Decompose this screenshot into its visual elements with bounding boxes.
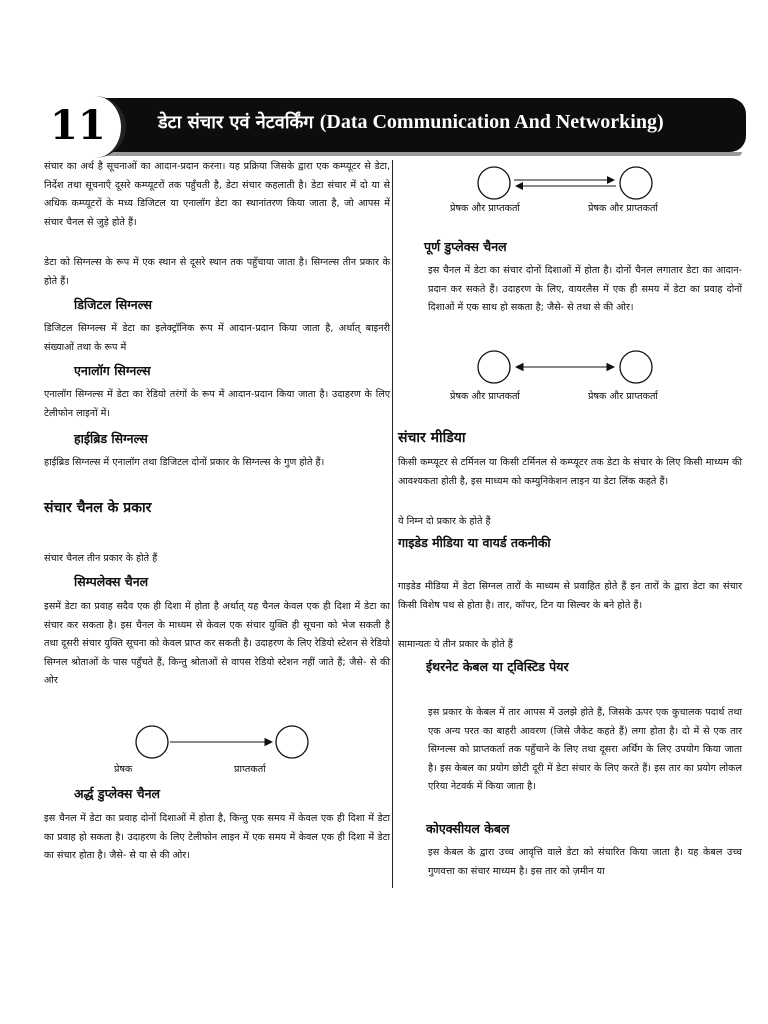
sender-node [136, 726, 168, 758]
coaxial-text: इस केबल के द्वारा उच्च आवृत्ति वाले डेटा को संचारित किया जाता है। यह केबल उच्च गुणवत्ता का संचार माध्यम है। इस तार को ज़मीन या [428, 847, 742, 877]
media-heading: संचार मीडिया [398, 430, 466, 446]
full-duplex-diagram [468, 348, 668, 388]
full-duplex-left-label: प्रेषक और प्राप्तकर्ता [450, 391, 520, 402]
digital-signals-text: डिजिटल सिग्नल्स में डेटा का इलेक्ट्रॉनिक रूप में आदान-प्रदान किया जाता है, अर्थात् बाइनरी संख्याओं तथा के रूप में [44, 323, 390, 353]
guided-text: गाइडेड मीडिया में डेटा सिग्नल तारों के माध्यम से प्रवाहित होते हैं इन तारों के द्वारा डेटा का संचार किसी विशेष पथ से होता है। तार, कॉपर, टिन या सिल्वर के बने होते हैं। [398, 581, 742, 611]
ethernet-heading: ईथरनेट केबल या ट्विस्टिड पेयर [426, 659, 569, 674]
half-duplex-node-right [620, 167, 652, 199]
half-duplex-right-label: प्रेषक और प्राप्तकर्ता [588, 203, 658, 214]
guided-types-text: सामान्यतः ये तीन प्रकार के होते हैं [398, 639, 513, 650]
coaxial-heading: कोएक्सीयल केबल [426, 821, 510, 836]
chapter-title [158, 110, 664, 134]
half-duplex-heading: अर्द्ध डुप्लेक्स चैनल [74, 786, 161, 801]
column-divider [392, 160, 393, 888]
digital-signals-heading: डिजिटल सिग्नल्स [74, 297, 152, 312]
channel-types-text: संचार चैनल तीन प्रकार के होते हैं [44, 553, 158, 564]
hybrid-signals-text: हाईब्रिड सिग्नल्स में एनालॉग तथा डिजिटल दोनों प्रकार के सिग्नल्स के गुण होते हैं। [44, 457, 325, 468]
chapter-number: 11 [50, 102, 106, 149]
half-duplex-left-label: प्रेषक और प्राप्तकर्ता [450, 203, 520, 214]
full-duplex-heading: पूर्ण डुप्लेक्स चैनल [424, 239, 507, 254]
chapter-number-box [40, 96, 126, 158]
signals-intro: डेटा को सिग्नल्स के रूप में एक स्थान से दूसरे स्थान तक पहुँचाया जाता है। सिग्नल्स तीन प्रकार के होते हैं। [44, 257, 390, 287]
intro-paragraph: संचार का अर्थ है सूचनाओं का आदान-प्रदान करना। यह प्रक्रिया जिसके द्वारा एक कम्प्यूटर से डेटा, निर्देश तथा सूचनाएँ दूसरे कम्प्यूटरों तक पहुँचती है, डेटा संचार कहलाती है। डेटा संचार में दो या से अधिक कम्प्यूटरों के मध्य डिजिटल या एनालॉग डेटा का स्थानांतरण किया जाता है, जो आपस में संचार चैनल से जुड़े होते हैं। [44, 161, 390, 228]
chapter-title-hindi: डेटा संचार एवं नेटवर्किंग [158, 112, 314, 133]
half-duplex-node-left [478, 167, 510, 199]
full-duplex-text: इस चैनल में डेटा का संचार दोनों दिशाओं में होता है। दोनों चैनल लगातार डेटा का आदान-प्रदान कर सकते हैं। उदाहरण के लिए, वायरलैस में एक ही समय में डेटा का प्रवाह दोनों दिशाओं में एक साथ हो सकता है; जैसे- से तथा से की ओर। [428, 265, 742, 313]
channel-types-heading: संचार चैनल के प्रकार [44, 500, 152, 516]
chapter-title-english: (Data Communication And Networking) [319, 111, 664, 133]
guided-heading: गाइडेड मीडिया या वायर्ड तकनीकी [398, 535, 551, 550]
full-duplex-right-label: प्रेषक और प्राप्तकर्ता [588, 391, 658, 402]
full-duplex-node-left [478, 351, 510, 383]
hybrid-signals-heading: हाईब्रिड सिग्नल्स [74, 431, 148, 446]
media-types-text: ये निम्न दो प्रकार के होते हैं [398, 516, 491, 527]
half-duplex-text: इस चैनल में डेटा का प्रवाह दोनों दिशाओं में होता है, किन्तु एक समय में केवल एक ही दिशा में डेटा का प्रवाह हो सकता है। उदाहरण के लिए टेलीफोन लाइन में एक समय में केवल एक ही दिशा में डेटा का संचार होता है। जैसे- से या से की ओर। [44, 813, 390, 861]
full-duplex-node-right [620, 351, 652, 383]
banner-stripe [106, 152, 742, 156]
simplex-receiver-label: प्राप्तकर्ता [234, 764, 266, 775]
chapter-banner [40, 96, 746, 158]
analog-signals-heading: एनालॉग सिग्नल्स [74, 363, 151, 378]
half-duplex-diagram [468, 164, 668, 204]
media-text: किसी कम्प्यूटर से टर्मिनल या किसी टर्मिनल से कम्प्यूटर तक डेटा के संचार के लिए किसी माध्यम की आवश्यकता होती है, इस माध्यम को कम्युनिकेशन लाइन या डेटा लिंक कहते हैं। [398, 457, 742, 487]
simplex-text: इसमें डेटा का प्रवाह सदैव एक ही दिशा में होता है अर्थात् यह चैनल केवल एक ही दिशा में डेटा का संचार कर सकता है। इस चैनल के माध्यम से केवल एक संचार युक्ति ही सूचना को भेज सकती है तथा दूसरी संचार युक्ति सूचना को केवल प्राप्त कर सकती है। उदाहरण के लिए रेडियो स्टेशन से रेडियो सिग्नल श्रोताओं के पास पहुँचते हैं, किन्तु श्रोताओं से वापस रेडियो स्टेशन नहीं जाते हैं; जैसे- से की ओर [44, 601, 390, 686]
ethernet-text: इस प्रकार के केबल में तार आपस में उलझे होते हैं, जिसके ऊपर एक कुचालक पदार्थ तथा एक अन्य परत का बाहरी आवरण (जिसे जैकेट कहते हैं) लगा होता है। दो में से एक तार सिग्नल्स को प्राप्तकर्ता तक पहुँचाने के लिए तथा दूसरा अर्थिंग के लिए उपयोग किया जाता है। इस केबल का प्रयोग छोटी दूरी में डेटा संचार के लिए करते हैं। इस तार का प्रयोग लोकल एरिया नेटवर्क में किया जाता है। [428, 707, 742, 792]
simplex-sender-label: प्रेषक [114, 764, 133, 775]
analog-signals-text: एनालॉग सिग्नल्स में डेटा का रेडियो तरंगों के रूप में आदान-प्रदान किया जाता है। उदाहरण के लिए टेलीफोन लाइनों में। [44, 389, 390, 419]
simplex-heading: सिम्पलेक्स चैनल [74, 574, 149, 589]
receiver-node [276, 726, 308, 758]
